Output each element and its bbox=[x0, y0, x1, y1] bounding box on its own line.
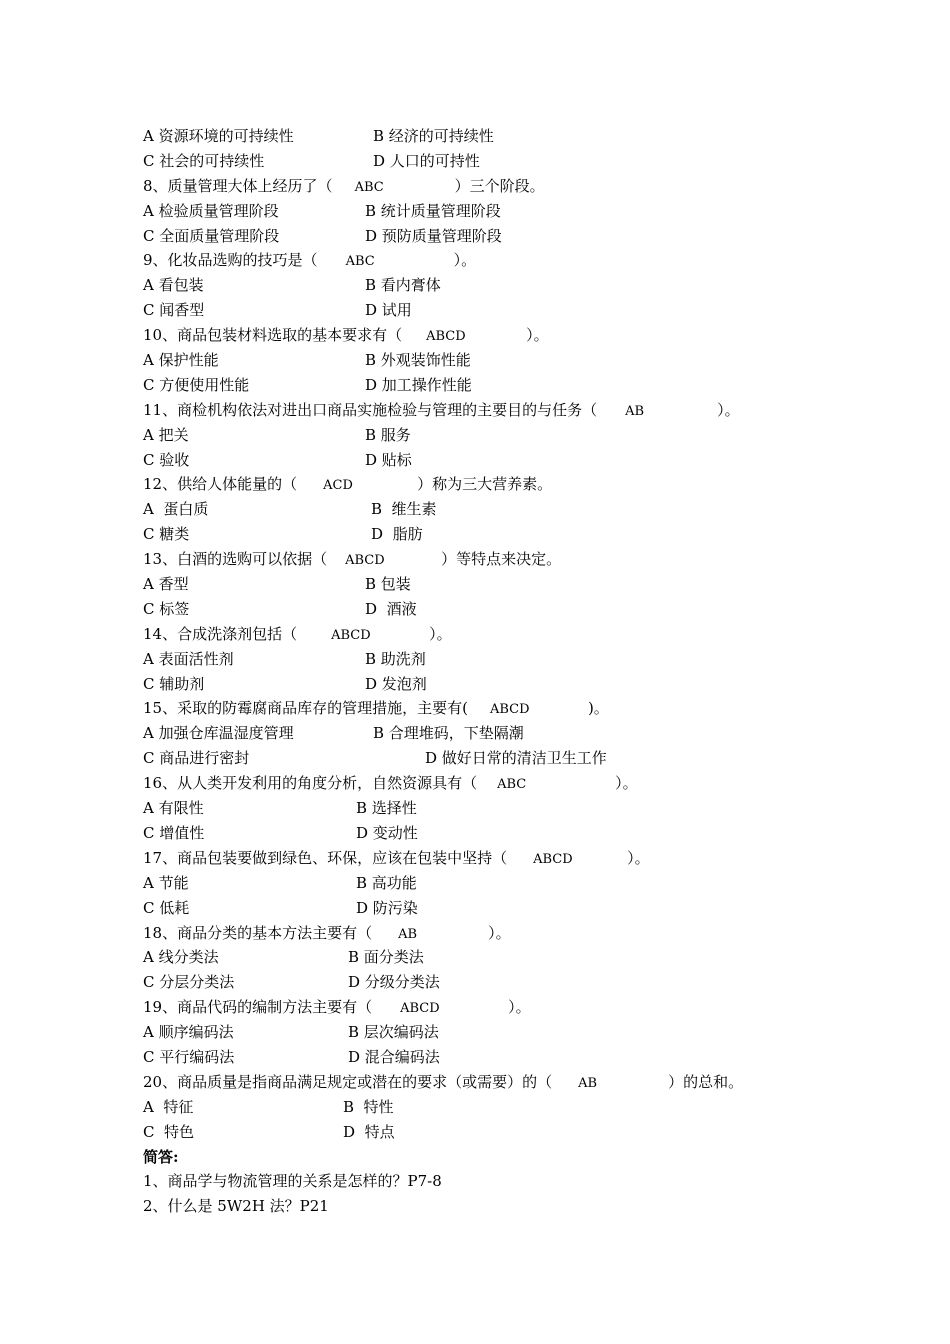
option-b: B 经济的可持续性 bbox=[373, 127, 494, 145]
option-a: A 检验质量管理阶段 bbox=[143, 201, 279, 220]
section-heading: 简答: bbox=[143, 1147, 179, 1166]
option-b: B 包装 bbox=[365, 575, 411, 594]
answer-text: AB bbox=[625, 403, 645, 419]
option-b: B 面分类法 bbox=[348, 948, 424, 967]
question-number: 12、 bbox=[143, 475, 178, 494]
question-number: 8、 bbox=[143, 176, 168, 195]
option-row bbox=[143, 373, 843, 398]
question-number: 15、 bbox=[143, 699, 178, 718]
question-line bbox=[143, 921, 843, 946]
question-line bbox=[143, 846, 843, 871]
option-d: D 预防质量管理阶段 bbox=[365, 226, 502, 245]
question-tail: ）。 bbox=[429, 624, 452, 643]
option-row bbox=[143, 597, 843, 622]
answer-text: ABCD bbox=[533, 851, 573, 867]
option-c: C 糖类 bbox=[143, 525, 190, 544]
option-row bbox=[143, 522, 843, 547]
option-row bbox=[143, 721, 843, 746]
option-d: D 分级分类法 bbox=[348, 973, 440, 992]
question-line bbox=[143, 547, 843, 572]
question-tail: ）。 bbox=[488, 923, 511, 942]
answer-text: ABC bbox=[497, 777, 527, 793]
option-b: B 特性 bbox=[343, 1097, 394, 1116]
option-row bbox=[143, 298, 843, 323]
question-line bbox=[143, 248, 843, 273]
question-number: 16、 bbox=[143, 774, 178, 793]
option-a: A 香型 bbox=[143, 575, 189, 594]
question-line bbox=[143, 995, 843, 1020]
option-row bbox=[143, 746, 843, 771]
option-c: C 闻香型 bbox=[143, 301, 205, 320]
question-tail: ）。 bbox=[627, 848, 650, 867]
question-text: 商检机构依法对进出口商品实施检验与管理的主要目的与任务（ bbox=[177, 400, 598, 419]
option-a: A 表面活性剂 bbox=[143, 649, 234, 668]
option-row bbox=[143, 796, 843, 821]
option-a: A 加强仓库温湿度管理 bbox=[143, 724, 294, 743]
option-c: C 方便使用性能 bbox=[143, 375, 250, 394]
option-c: C 低耗 bbox=[143, 898, 190, 917]
option-row bbox=[143, 423, 843, 448]
option-a: A 蛋白质 bbox=[143, 500, 209, 519]
option-c: C 验收 bbox=[143, 450, 190, 469]
option-row bbox=[143, 199, 843, 224]
option-a: A 顺序编码法 bbox=[143, 1023, 234, 1042]
option-b: B 统计质量管理阶段 bbox=[365, 201, 501, 220]
answer-text: ABCD bbox=[400, 1001, 440, 1017]
option-row bbox=[143, 1095, 843, 1120]
option-d: D 防污染 bbox=[356, 898, 418, 917]
answer-text: ABCD bbox=[331, 627, 371, 643]
option-a: A 有限性 bbox=[143, 799, 204, 818]
question-text: 化妆品选购的技巧是（ bbox=[167, 251, 318, 270]
question-tail: ）。 bbox=[615, 774, 638, 793]
question-line bbox=[143, 398, 843, 423]
option-d: D 发泡剂 bbox=[365, 674, 427, 693]
option-c: C 标签 bbox=[143, 599, 190, 618]
answer-text: AB bbox=[398, 926, 418, 942]
option-d: D 脂肪 bbox=[371, 525, 423, 544]
question-number: 17、 bbox=[143, 848, 178, 867]
question-tail: ）。 bbox=[717, 400, 740, 419]
question-tail: ）等特点来决定。 bbox=[441, 550, 562, 569]
question-text: 采取的防霉腐商品库存的管理措施，主要有( bbox=[177, 699, 468, 718]
question-text: 从人类开发利用的角度分析，自然资源具有（ bbox=[177, 774, 478, 793]
question-tail: ）三个阶段。 bbox=[454, 176, 545, 195]
question-tail: ）的总和。 bbox=[668, 1072, 744, 1091]
option-a: A 看包装 bbox=[143, 276, 204, 295]
answer-text: ABCD bbox=[489, 702, 530, 718]
question-number: 9、 bbox=[143, 251, 168, 270]
option-d: D 做好日常的清洁卫生工作 bbox=[425, 749, 607, 768]
option-row bbox=[143, 970, 843, 995]
option-a: A 保护性能 bbox=[143, 351, 219, 370]
option-row bbox=[143, 1045, 843, 1070]
question-number: 18、 bbox=[143, 923, 178, 942]
option-d: D 酒液 bbox=[365, 599, 417, 618]
option-row bbox=[143, 871, 843, 896]
option-row bbox=[143, 224, 843, 249]
option-b: B 高功能 bbox=[356, 873, 417, 892]
option-row bbox=[143, 348, 843, 373]
option-d: D 特点 bbox=[343, 1122, 395, 1141]
question-text: 质量管理大体上经历了（ bbox=[167, 176, 333, 195]
question-tail: )。 bbox=[587, 699, 609, 718]
option-row bbox=[143, 497, 843, 522]
question-number: 19、 bbox=[143, 998, 178, 1017]
question-number: 20、 bbox=[143, 1072, 178, 1091]
question-tail: ）称为三大营养素。 bbox=[417, 475, 553, 494]
option-row bbox=[143, 1120, 843, 1145]
option-d: D 人口的可持性 bbox=[373, 151, 480, 170]
option-row bbox=[143, 149, 843, 174]
question-text: 供给人体能量的（ bbox=[177, 475, 298, 494]
question-text: 合成洗涤剂包括（ bbox=[177, 624, 298, 643]
option-b: B 选择性 bbox=[356, 799, 417, 818]
document-page bbox=[143, 124, 843, 1219]
answer-text: ACD bbox=[323, 478, 353, 494]
question-line bbox=[143, 771, 843, 796]
option-c: C 分层分类法 bbox=[143, 973, 235, 992]
option-b: B 服务 bbox=[365, 425, 411, 444]
option-b: B 外观装饰性能 bbox=[365, 351, 471, 370]
question-number: 10、 bbox=[143, 326, 178, 345]
option-c: C 平行编码法 bbox=[143, 1047, 235, 1066]
question-line bbox=[143, 323, 843, 348]
option-row bbox=[143, 896, 843, 921]
question-text: 白酒的选购可以依据（ bbox=[177, 550, 328, 569]
question-tail: ）。 bbox=[508, 998, 531, 1017]
question-number: 11、 bbox=[143, 400, 178, 419]
question-text: 商品包装材料选取的基本要求有（ bbox=[177, 326, 403, 345]
option-d: D 混合编码法 bbox=[348, 1047, 440, 1066]
option-b: B 维生素 bbox=[371, 500, 437, 519]
option-b: B 层次编码法 bbox=[348, 1023, 439, 1042]
option-d: D 加工操作性能 bbox=[365, 375, 472, 394]
question-line bbox=[143, 696, 843, 721]
answer-text: ABCD bbox=[345, 553, 385, 569]
question-tail: ）。 bbox=[453, 251, 477, 270]
option-c: C 全面质量管理阶段 bbox=[143, 226, 280, 245]
question-line bbox=[143, 174, 843, 199]
option-c: C 特色 bbox=[143, 1122, 195, 1141]
short-answer-item: 1、商品学与物流管理的关系是怎样的？P7-8 bbox=[143, 1172, 442, 1191]
option-b: B 看内膏体 bbox=[365, 276, 441, 295]
short-answer-item: 2、什么是 5W2H 法？P21 bbox=[143, 1197, 329, 1216]
option-c: C 增值性 bbox=[143, 823, 205, 842]
answer-text: ABC bbox=[345, 254, 375, 270]
option-row bbox=[143, 821, 843, 846]
question-line bbox=[143, 622, 843, 647]
option-a: A 节能 bbox=[143, 873, 189, 892]
question-text: 商品分类的基本方法主要有（ bbox=[177, 923, 373, 942]
option-row bbox=[143, 572, 843, 597]
option-c: C 商品进行密封 bbox=[143, 749, 250, 768]
option-row bbox=[143, 273, 843, 298]
option-b: B 合理堆码，下垫隔潮 bbox=[373, 724, 524, 743]
question-text: 商品包装要做到绿色、环保，应该在包装中坚持（ bbox=[177, 848, 508, 867]
option-row bbox=[143, 1020, 843, 1045]
option-d: D 变动性 bbox=[356, 823, 418, 842]
option-row bbox=[143, 647, 843, 672]
option-a: A 把关 bbox=[143, 425, 189, 444]
option-row bbox=[143, 672, 843, 697]
answer-text: AB bbox=[578, 1075, 598, 1091]
question-line bbox=[143, 472, 843, 497]
option-a: A 特征 bbox=[143, 1097, 194, 1116]
answer-text: ABCD bbox=[426, 329, 466, 345]
question-number: 14、 bbox=[143, 624, 178, 643]
option-b: B 助洗剂 bbox=[365, 649, 426, 668]
question-line bbox=[143, 1070, 843, 1095]
question-text: 商品代码的编制方法主要有（ bbox=[177, 998, 373, 1017]
answer-text: ABC bbox=[354, 179, 384, 195]
option-a: A 线分类法 bbox=[143, 948, 219, 967]
option-c: C 辅助剂 bbox=[143, 674, 205, 693]
question-tail: ）。 bbox=[526, 326, 549, 345]
option-row bbox=[143, 124, 843, 149]
option-row bbox=[143, 448, 843, 473]
option-c: C 社会的可持续性 bbox=[143, 151, 265, 170]
option-d: D 试用 bbox=[365, 301, 412, 320]
option-d: D 贴标 bbox=[365, 450, 412, 469]
option-row bbox=[143, 945, 843, 970]
option-a: A 资源环境的可持续性 bbox=[143, 127, 294, 145]
question-text: 商品质量是指商品满足规定或潜在的要求（或需要）的（ bbox=[177, 1072, 553, 1091]
question-number: 13、 bbox=[143, 550, 178, 569]
